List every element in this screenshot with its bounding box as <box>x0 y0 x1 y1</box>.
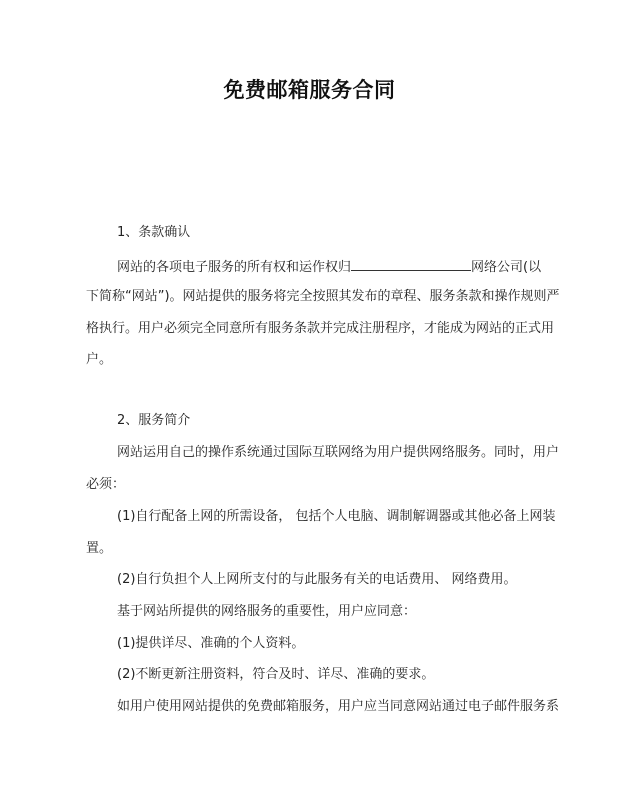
paragraph-line: (1)自行配备上网的所需设备， 包括个人电脑、调制解调器或其他必备上网装 <box>117 509 556 524</box>
paragraph-line: 如用户使用网站提供的免费邮箱服务，用户应当同意网站通过电子邮件服务系 <box>117 699 560 714</box>
paragraph-text: 网站的各项电子服务的所有权和运作权归 <box>117 260 352 275</box>
paragraph-text: 网络公司(以 <box>471 260 542 275</box>
paragraph-line: 基于网站所提供的网络服务的重要性，用户应同意： <box>117 604 417 619</box>
ownership-blank-field <box>351 258 471 271</box>
document-title: 免费邮箱服务合同 <box>223 78 396 102</box>
paragraph-line: 必须： <box>86 477 126 492</box>
paragraph-line: 格执行。用户必须完全同意所有服务条款并完成注册程序，才能成为网站的正式用 <box>86 321 555 336</box>
paragraph-line: 网站运用自己的操作系统通过国际互联网络为用户提供网络服务。同时，用户 <box>117 445 560 460</box>
paragraph-line: (1)提供详尽、准确的个人资料。 <box>117 636 305 651</box>
paragraph-line <box>117 258 541 276</box>
section-heading: 2、服务简介 <box>117 413 191 428</box>
paragraph-line: (2)自行负担个人上网所支付的与此服务有关的电话费用、 网络费用。 <box>117 572 517 587</box>
paragraph-line: 置。 <box>86 541 113 556</box>
paragraph-line: 户。 <box>86 352 113 367</box>
section-heading: 1、条款确认 <box>117 225 191 240</box>
paragraph-line: (2)不断更新注册资料，符合及时、详尽、准确的要求。 <box>117 667 435 682</box>
paragraph-line: 下简称“网站”)。网站提供的服务将完全按照其发布的章程、服务条款和操作规则严 <box>86 289 560 304</box>
